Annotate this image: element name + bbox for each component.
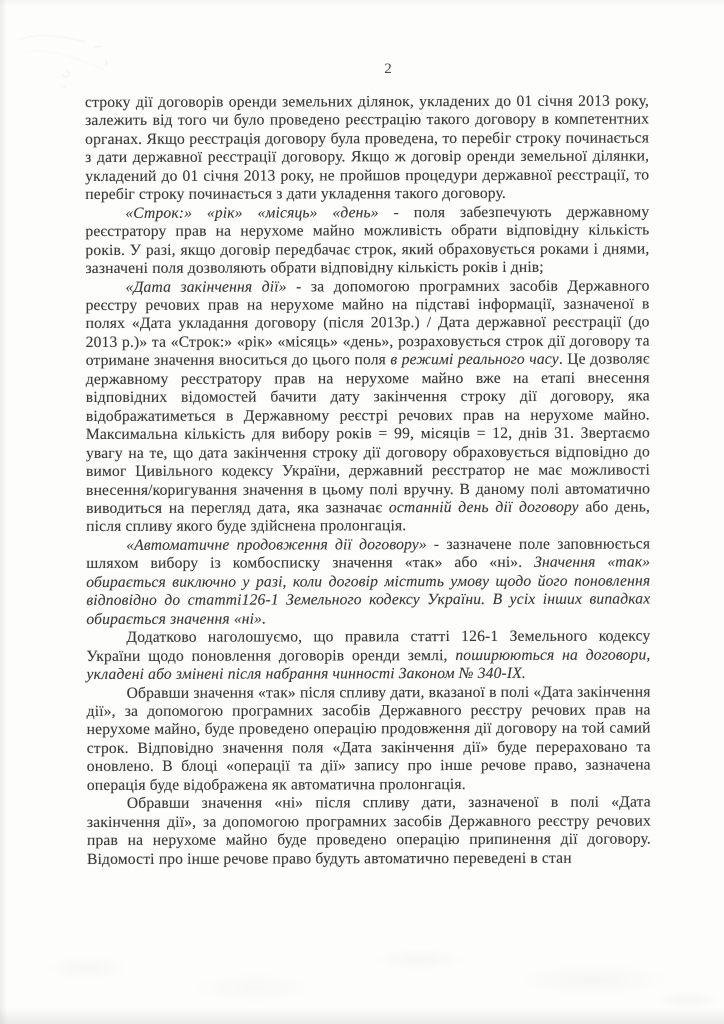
document-body <box>85 93 651 870</box>
italic-text-run: в режимі реального часу <box>390 351 559 369</box>
scan-edge-left <box>0 0 7 1024</box>
text-run: - поля забезпечують державному реєстратору прав на нерухоме майно можливість обрати відповідну кількість років. У разі, якщо договір передбачає строк, який обраховується роками і днями, зазначені поля дозволяють обрати відповідну кількість років і днів; <box>85 203 650 278</box>
text-run: - за допомогою програмних засобів Державного реєстру речових прав на нерухоме майно на підставі інформації, зазначеної в полях «Дата укладання договору (після 2013р.) / Дата державної реєстрації (до 2013 р.)» та «Строк:» «рік» «місяць» «день», розраховується строк дії договору та отримане значення вноситься до цього поля <box>85 277 650 370</box>
text-run: - зазначене поле заповнюється шляхом вибору із комбосписку значення «так» або «ні». <box>86 535 651 573</box>
text-run: . Це дозволяє державному реєстратору прав на нерухоме майно вже на етапі внесення відповідних відомостей бачити дату закінчення строку дії договору, яка відображатиметься в Державному реєстрі речових прав на нерухоме майно. Максимальна кількість для вибору років = 99, місяців = 12, днів 31. Звертаємо увагу на те, що дата закінчення строку дії договору обраховується відповідно до вимог Цивільного кодексу України, державний реєстратор не має можливості внесення/коригування значення в цьому полі вручну. В даному полі автоматично виводиться на перегляд дата, яка зазначає <box>85 350 651 517</box>
paragraph <box>85 93 649 205</box>
text-run: Обравши значення «так» після спливу дати, вказаної в полі «Дата закінчення дії», за допомогою програмних засобів Державного реєстру речових прав на нерухоме майно, буде проведено операцію продовження дії договору на той самий строк. Відповідно значення поля «Дата закінчення дії» буде перераховано та оновлено. В блоці «операції та дії» запису про інше речове право, зазначена операція буде відображена як автоматична пролонгація. <box>86 683 651 794</box>
italic-text-run: «Дата закінчення дії» <box>125 278 287 296</box>
pencil-smudge <box>8 18 158 98</box>
paragraph <box>87 683 651 795</box>
italic-text-run: Значення «так» обирається виключно у разі, коли договір містить умову щодо його поновлення відповідно до статті126-1 Земельного кодексу України. В усіх інших випадках обирається значення «ні». <box>86 553 651 628</box>
paragraph <box>86 628 650 685</box>
paragraph <box>85 203 649 278</box>
text-run: або день, після спливу якого буде здійснена пролонгація. <box>86 498 651 536</box>
paragraph <box>86 535 650 629</box>
text-run: Обравши значення «ні» після спливу дати, зазначеної в полі «Дата закінчення дії», за допомогою програмних засобів Державного реєстру речових прав на нерухоме майно буде проведено операцію припинення дії договору. Відомості про інше речове право будуть автоматично переведені в стан <box>86 793 651 868</box>
scan-edge-top <box>0 0 724 6</box>
paragraph <box>87 794 651 869</box>
paragraph <box>85 277 650 537</box>
italic-text-run: «Автоматичне продовження дії договору» <box>126 535 427 554</box>
text-run: Додатково наголошуємо, що правила статті 126-1 Земельного кодексу України щодо поновлення договорів оренди землі, <box>86 627 651 665</box>
scan-edge-bottom <box>0 1008 724 1024</box>
text-run: строку дії договорів оренди земельних ділянок, укладених до 01 січня 2013 року, залежить від того чи було проведено реєстрацію такого договору в компетентних органах. Якщо реєстрація договору була проведена, то перебіг строку починається з дати державної реєстрації договору. Якщо ж договір оренди земельної ділянки, укладений до 01 січня 2013 року, не пройшов процедури державної реєстрації, то перебіг строку починається з дати укладення такого договору. <box>85 92 650 204</box>
page-number: 2 <box>384 61 392 77</box>
italic-text-run: поширюються на договори, укладені або змінені після набрання чинності Законом № 340-IX. <box>86 646 651 684</box>
scan-noise <box>0 936 724 1016</box>
italic-text-run: останній день дії договору <box>388 498 579 517</box>
italic-text-run: «Строк:» «рік» «місяць» «день» <box>125 203 379 222</box>
